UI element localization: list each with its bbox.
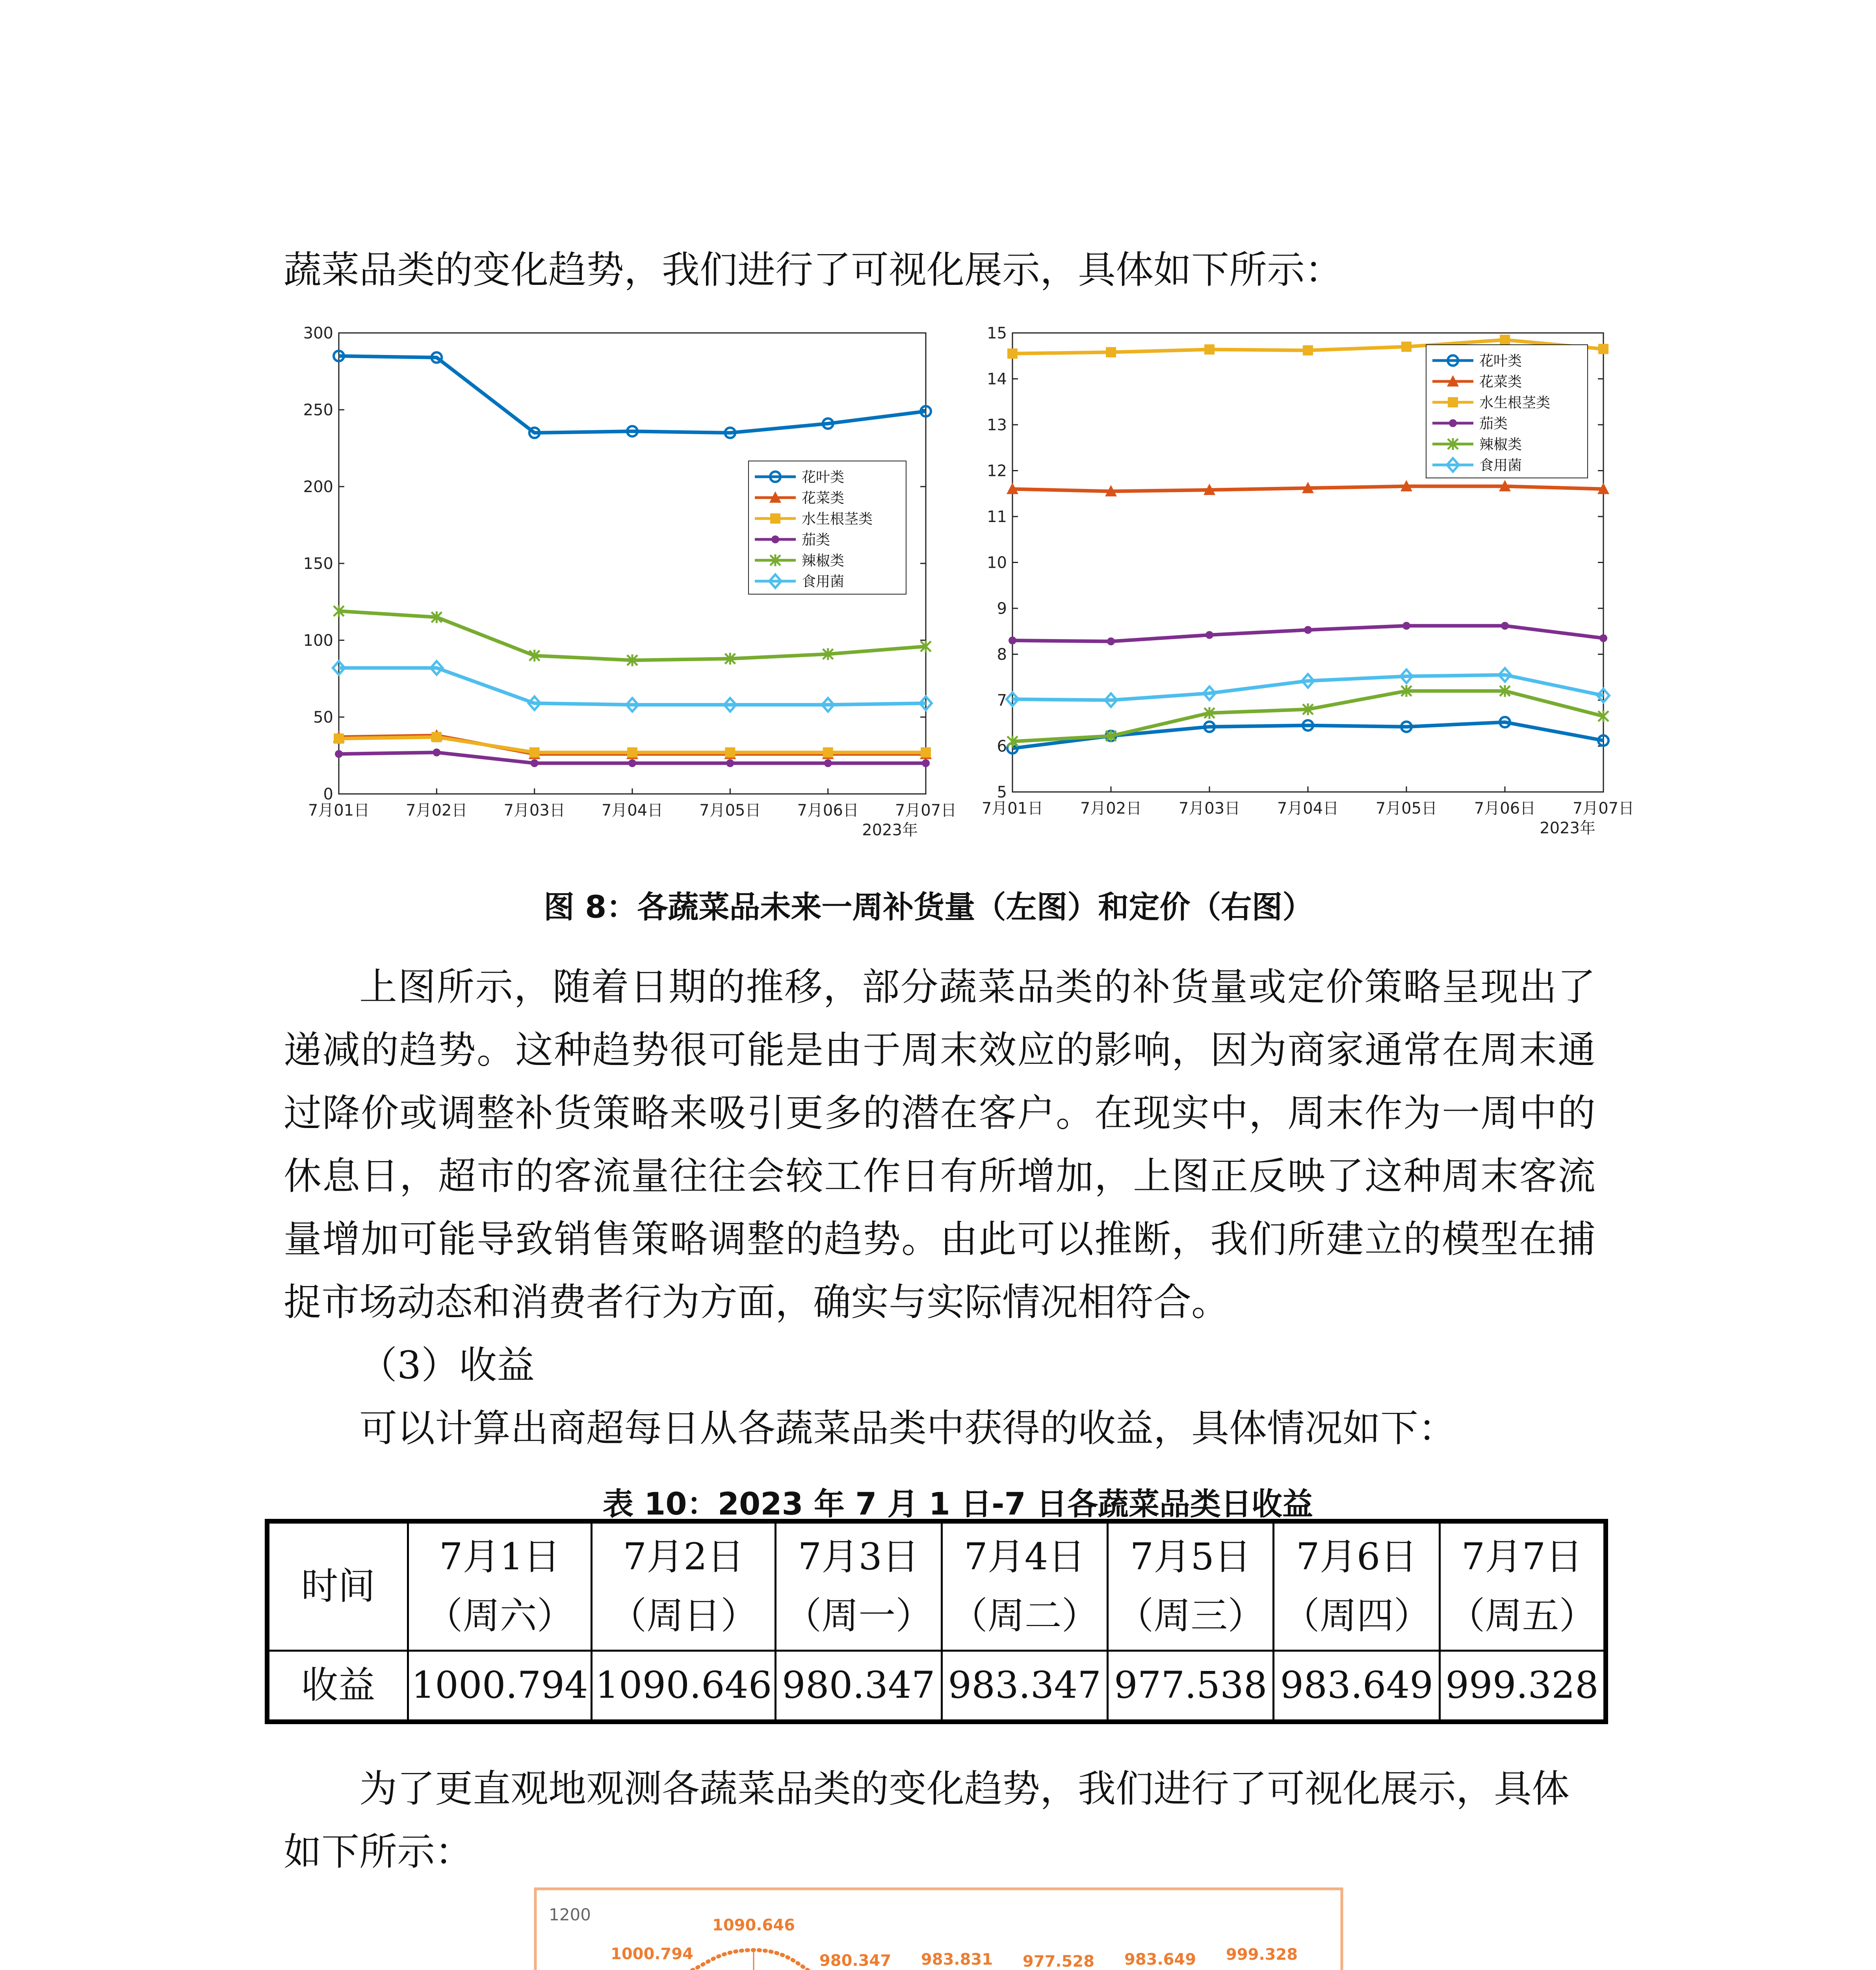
legend-label: 辣椒类 — [1479, 437, 1522, 453]
data-point — [726, 759, 734, 767]
legend-label: 辣椒类 — [802, 553, 845, 569]
y-tick-label: 150 — [303, 555, 333, 573]
y-tick-label: 12 — [987, 462, 1007, 480]
legend-label: 食用菌 — [802, 574, 845, 590]
legend-label: 茄类 — [802, 532, 830, 548]
revenue-data-label: 983.831 — [921, 1950, 993, 1969]
x-tick-label: 7月07日 — [1572, 799, 1635, 818]
analysis-paragraph: 上图所示，随着日期的推移，部分蔬菜品类的补货量或定价策略呈现出了递减的趋势。这种趋势很可能是由于周末效应的影响，因为商家通常在周末通过降价或调整补货策略来吸引更多的潜在客户。在现实中，周末作为一周中的休息日，超市的客流量往往会较工作日有所增加，上图正反映了这种周末客流量增加可能导致销售策略调整的趋势。由此可以推断，我们所建立的模型在捕捉市场动态和消费者行为方面，确实与实际情况相符合。 — [284, 965, 1596, 1324]
data-point — [334, 734, 344, 744]
daily-revenue-chart — [534, 1887, 1343, 1970]
revenue-data-label: 999.328 — [1226, 1945, 1298, 1964]
y-tick-label: 50 — [313, 708, 333, 727]
x-tick-label: 7月02日 — [1080, 799, 1142, 818]
y-tick-label: 15 — [987, 324, 1007, 342]
data-point — [1007, 348, 1018, 359]
y-tick-label: 10 — [987, 554, 1007, 572]
revenue-data-label: 980.347 — [819, 1951, 892, 1970]
x-tick-label: 7月07日 — [895, 801, 957, 820]
data-point — [824, 759, 832, 767]
visual-intro: 为了更直观地观测各蔬菜品类的变化趋势，我们进行了可视化展示，具体如下所示： — [284, 1767, 1570, 1874]
data-point — [1598, 344, 1609, 354]
data-point — [1204, 344, 1215, 355]
table-cell: 983.347 — [942, 1650, 1107, 1722]
y-tick-label: 100 — [303, 632, 333, 650]
data-point — [1304, 626, 1312, 634]
row-label-revenue: 收益 — [267, 1650, 408, 1722]
x-tick-label: 7月03日 — [1178, 799, 1241, 818]
revenue-table — [265, 1519, 1608, 1724]
legend-marker — [771, 535, 779, 543]
revenue-data-label: 1090.646 — [712, 1916, 795, 1935]
legend-label: 花叶类 — [1479, 353, 1522, 369]
x-tick-label: 7月04日 — [1277, 799, 1339, 818]
table-cell: 7月3日 （周一） — [776, 1521, 942, 1650]
data-point — [1402, 622, 1410, 630]
data-point — [823, 747, 833, 758]
data-point — [335, 750, 343, 758]
y-tick-label: 11 — [987, 508, 1007, 526]
x-tick-label: 7月05日 — [1375, 799, 1438, 818]
section-heading: （3）收益 — [359, 1343, 535, 1387]
revenue-data-label: 1000.794 — [610, 1945, 694, 1963]
table-row — [267, 1650, 1606, 1722]
table-cell: 7月1日 （周六） — [408, 1521, 592, 1650]
x-tick-label: 7月01日 — [981, 799, 1044, 818]
x-tick-label: 7月06日 — [797, 801, 859, 820]
data-point — [1107, 637, 1115, 645]
y-tick-label: 14 — [987, 370, 1007, 388]
data-point — [1303, 345, 1313, 355]
y-tick-label: 6 — [997, 737, 1007, 756]
legend-marker — [1449, 419, 1457, 427]
y-tick-label: 0 — [323, 785, 333, 803]
table-cell: 7月7日 （周五） — [1440, 1521, 1606, 1650]
legend — [749, 461, 906, 594]
data-point — [628, 759, 636, 767]
x-tick-label: 7月05日 — [699, 801, 761, 820]
figure-8-caption: 图 8：各蔬菜品未来一周补货量（左图）和定价（右图） — [544, 890, 1313, 925]
data-point — [1401, 342, 1412, 352]
table-cell: 7月2日 （周日） — [592, 1521, 776, 1650]
data-point — [725, 747, 735, 758]
revenue-data-label: 977.528 — [1022, 1952, 1095, 1970]
x-tick-label: 7月06日 — [1474, 799, 1536, 818]
legend-marker — [770, 513, 780, 524]
table-cell: 7月4日 （周二） — [942, 1521, 1107, 1650]
data-point — [1205, 631, 1213, 639]
x-tick-label: 7月01日 — [308, 801, 370, 820]
y-tick-label: 7 — [997, 691, 1007, 710]
legend-label: 花菜类 — [1479, 374, 1522, 390]
revenue-intro: 可以计算出商超每日从各蔬菜品类中获得的收益，具体情况如下： — [359, 1406, 1456, 1450]
table-10-caption: 表 10：2023 年 7 月 1 日-7 日各蔬菜品类日收益 — [603, 1487, 1313, 1522]
y-tick-label: 200 — [303, 478, 333, 496]
pricing-chart — [977, 311, 1647, 863]
data-point — [529, 747, 540, 758]
x-axis-year-label: 2023年 — [1540, 819, 1596, 837]
legend-marker — [1448, 397, 1458, 407]
y-tick-label: 13 — [987, 416, 1007, 434]
x-tick-label: 7月03日 — [503, 801, 565, 820]
data-point — [1500, 335, 1510, 345]
intro-line: 蔬菜品类的变化趋势，我们进行了可视化展示，具体如下所示： — [284, 248, 1343, 292]
legend-label: 水生根茎类 — [802, 511, 873, 527]
table-cell: 980.347 — [776, 1650, 942, 1722]
legend-label: 花叶类 — [802, 469, 845, 485]
row-label-time: 时间 — [267, 1521, 408, 1650]
table-row — [267, 1521, 1606, 1650]
data-point — [1501, 622, 1509, 630]
data-point — [431, 732, 442, 742]
y-tick-label: 250 — [303, 401, 333, 419]
x-axis-year-label: 2023年 — [862, 821, 918, 839]
data-point — [1106, 347, 1116, 357]
legend — [1426, 345, 1588, 478]
table-cell: 7月6日 （周四） — [1274, 1521, 1440, 1650]
table-cell: 983.649 — [1274, 1650, 1440, 1722]
data-point — [922, 759, 930, 767]
table-cell: 977.538 — [1108, 1650, 1274, 1722]
legend-label: 茄类 — [1479, 416, 1508, 432]
table-cell: 7月5日 （周三） — [1108, 1521, 1274, 1650]
data-point — [1009, 637, 1016, 645]
y-tick-label: 300 — [303, 324, 333, 342]
data-point — [1599, 634, 1607, 642]
y-tick-label: 1200 — [549, 1905, 591, 1924]
data-point — [627, 747, 637, 758]
data-point — [921, 747, 931, 758]
table-cell: 1090.646 — [592, 1650, 776, 1722]
table-cell: 1000.794 — [408, 1650, 592, 1722]
y-tick-label: 5 — [997, 783, 1007, 801]
revenue-data-label: 983.649 — [1124, 1950, 1196, 1969]
data-point — [433, 749, 440, 756]
y-tick-label: 8 — [997, 645, 1007, 664]
replenishment-chart — [276, 311, 957, 863]
data-point — [531, 759, 539, 767]
legend-label: 食用菌 — [1479, 457, 1522, 474]
table-cell: 999.328 — [1440, 1650, 1606, 1722]
legend-label: 花菜类 — [802, 490, 845, 506]
legend-label: 水生根茎类 — [1479, 395, 1551, 411]
y-tick-label: 9 — [997, 600, 1007, 618]
x-tick-label: 7月04日 — [601, 801, 663, 820]
x-tick-label: 7月02日 — [406, 801, 468, 820]
